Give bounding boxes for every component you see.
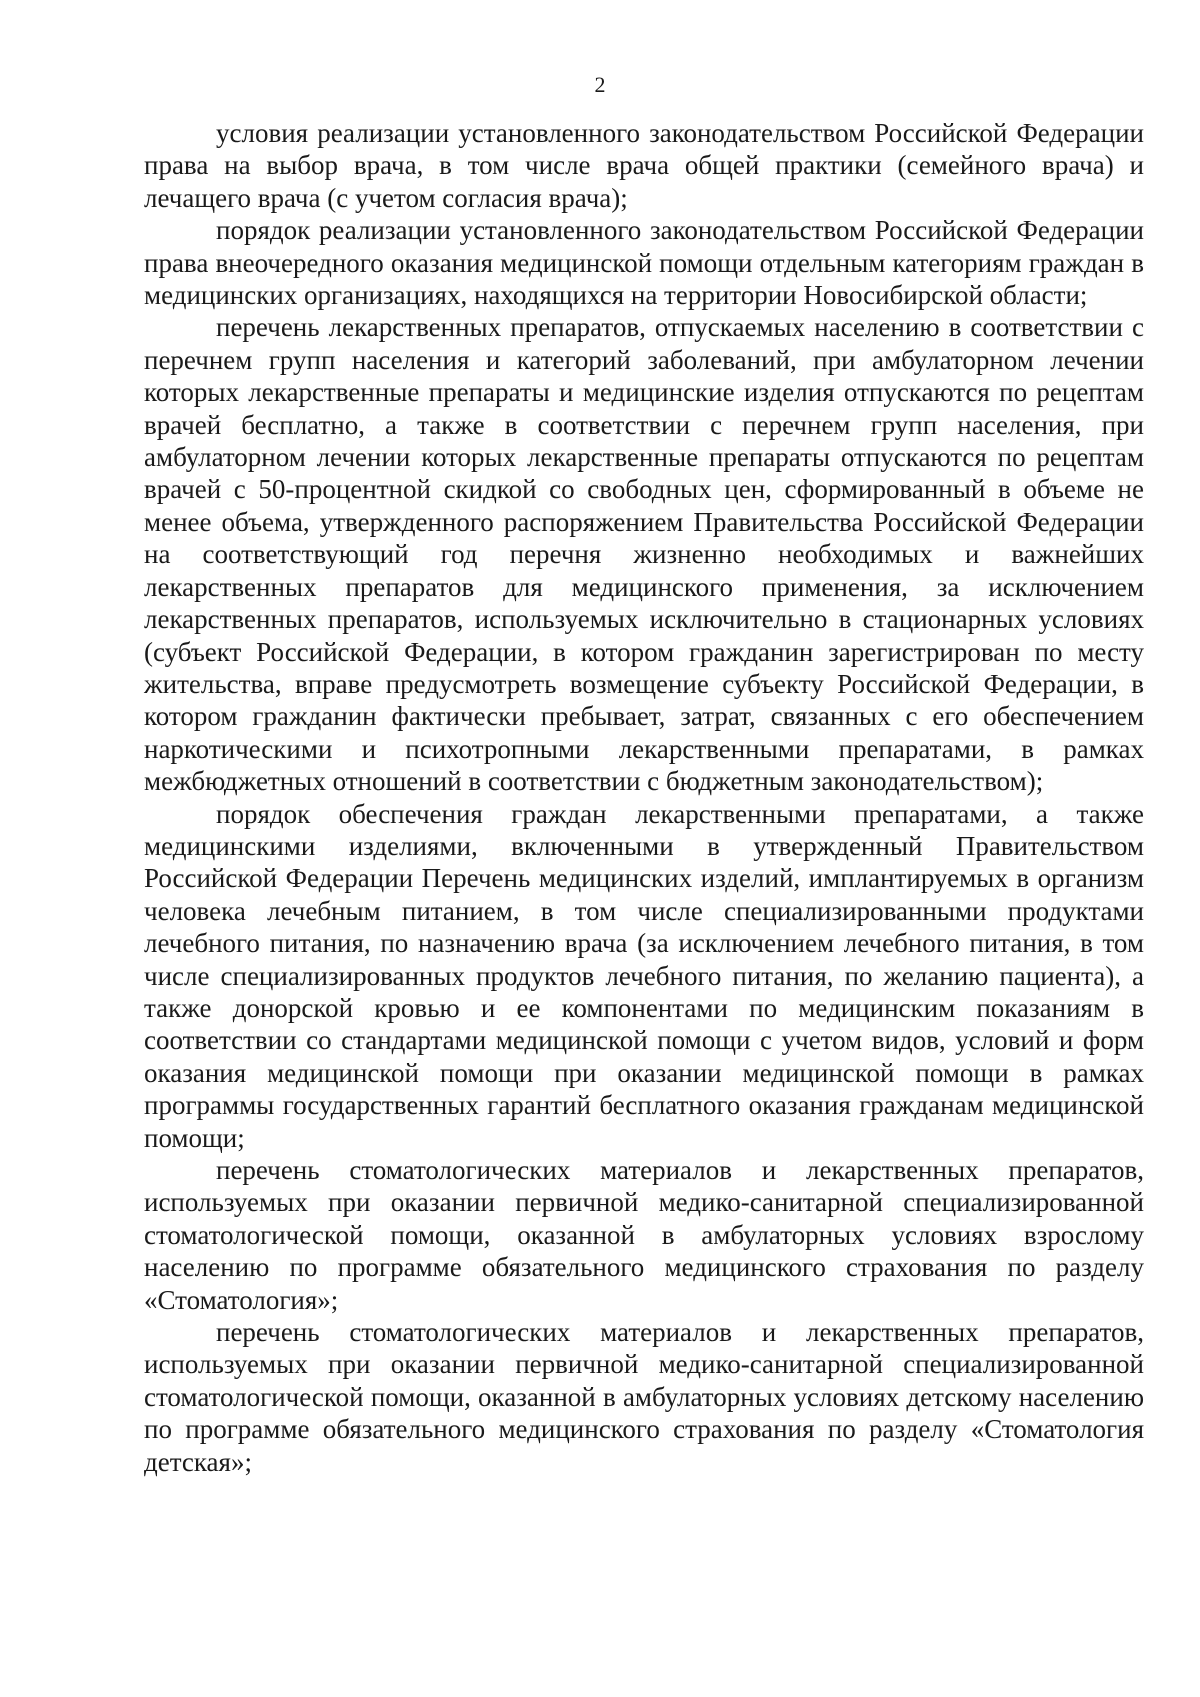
paragraph-supply-procedure: порядок обеспечения граждан лекарственными препаратами, а также медицинскими изделиями, включенными в утвержденный Правительством Российской Федерации Перечень медицинских изделий, имплантируемых в организм человека лечебным питанием, в том числе специализированными продуктами лечебного питания, по назначению врача (за исключением лечебного питания, в том числе специализированных продуктов лечебного питания, по желанию пациента), а также донорской кровью и ее компонентами по медицинским показаниям в соответствии со стандартами медицинской помощи с учетом видов, условий и форм оказания медицинской помощи при оказании медицинской помощи в рамках программы государственных гарантий бесплатного оказания гражданам медицинской помощи; [144,798,1144,1153]
page-number: 2 [594,72,606,97]
paragraph-dental-children: перечень стоматологических материалов и лекарственных препаратов, используемых при оказании первичной медико-санитарной специализированной стоматологической помощи, оказанной в амбулаторных условиях детскому населению по программе обязательного медицинского страхования по разделу «Стоматология детская»; [144,1317,1144,1477]
paragraph-dental-adult: перечень стоматологических материалов и лекарственных препаратов, используемых при оказании первичной медико-санитарной специализированной стоматологической помощи, оказанной в амбулаторных условиях взрослому населению по программе обязательного медицинского страхования по разделу «Стоматология»; [144,1155,1144,1315]
paragraph-priority-care: порядок реализации установленного законодательством Российской Федерации права внеочередного оказания медицинской помощи отдельным категориям граждан в медицинских организациях, находящихся на территории Новосибирской области; [144,215,1144,311]
paragraph-medicines-list: перечень лекарственных препаратов, отпускаемых населению в соответствии с перечнем групп населения и категорий заболеваний, при амбулаторном лечении которых лекарственные препараты и медицинские изделия отпускаются по рецептам врачей бесплатно, а также в соответствии с перечнем групп населения, при амбулаторном лечении которых лекарственные препараты отпускаются по рецептам врачей с 50-процентной скидкой со свободных цен, сформированный в объеме не менее объема, утвержденного распоряжением Правительства Российской Федерации на соответствующий год перечня жизненно необходимых и важнейших лекарственных препаратов для медицинского применения, за исключением лекарственных препаратов, используемых исключительно в стационарных условиях (субъект Российской Федерации, в котором гражданин зарегистрирован по месту жительства, вправе предусмотреть возмещение субъекту Российской Федерации, в котором гражданин фактически пребывает, затрат, связанных с его обеспечением наркотическими и психотропными лекарственными препаратами, в рамках межбюджетных отношений в соответствии с бюджетным законодательством); [144,312,1144,797]
document-body [144,117,1144,1478]
paragraph-choice-of-doctor: условия реализации установленного законодательством Российской Федерации права на выбор врача, в том числе врача общей практики (семейного врача) и лечащего врача (с учетом согласия врача); [144,118,1144,213]
